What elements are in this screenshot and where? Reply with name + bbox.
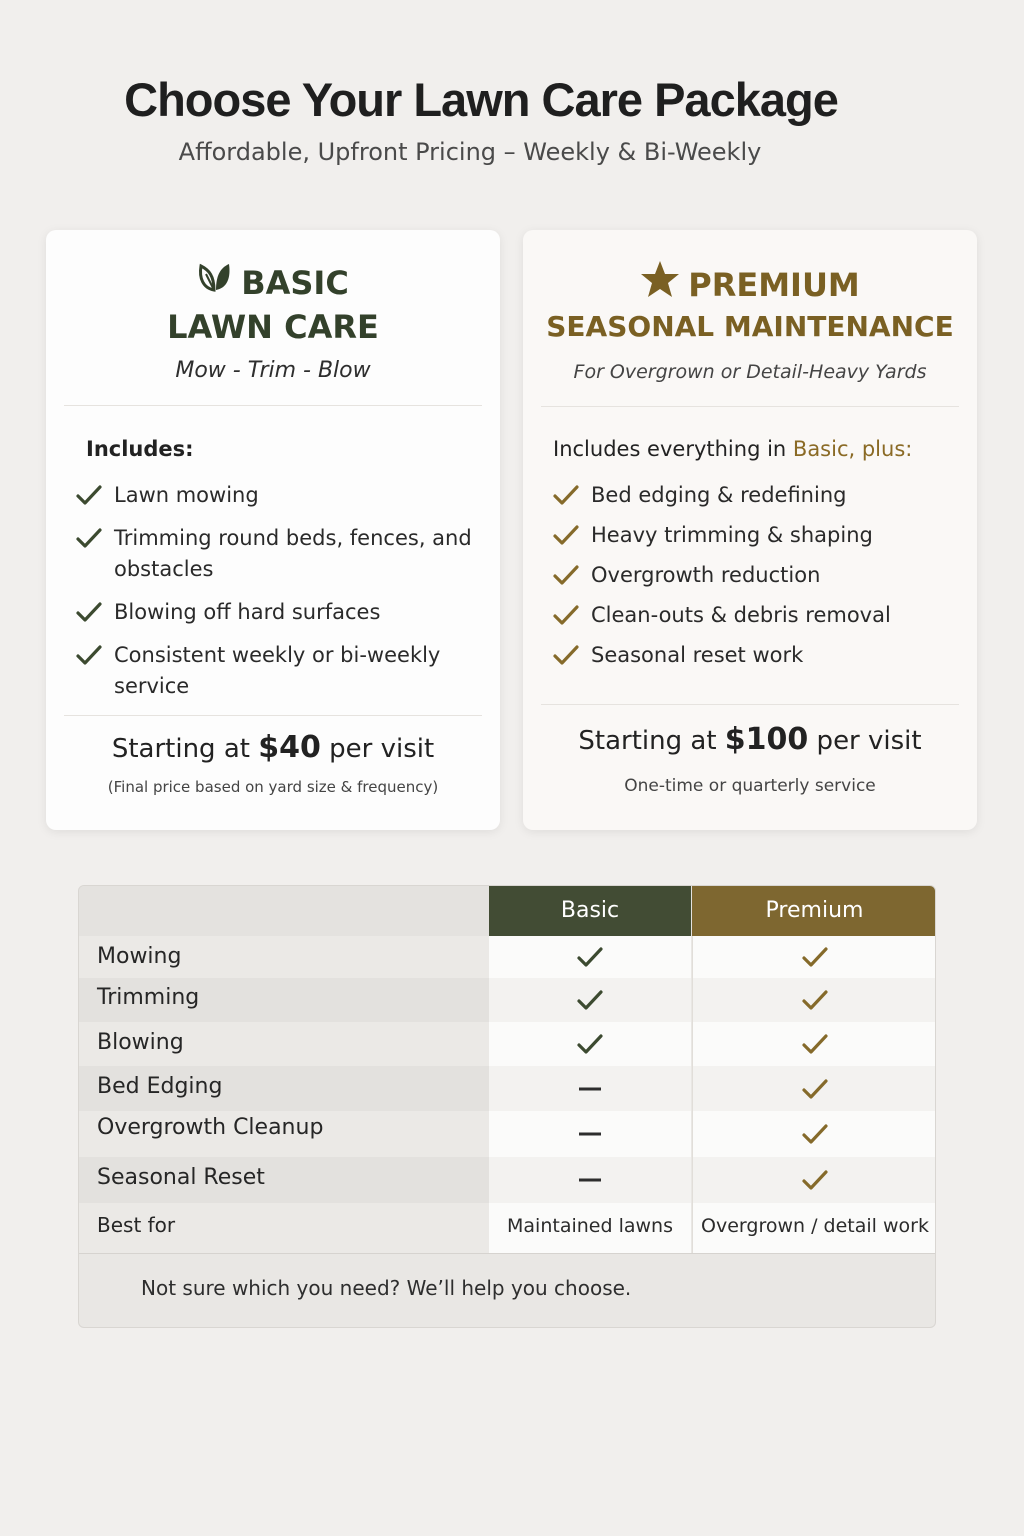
table-row xyxy=(79,1066,935,1111)
basic-cell xyxy=(489,936,691,978)
premium-title-line1: PREMIUM xyxy=(688,266,860,304)
feature-text: Blowing off hard surfaces xyxy=(114,600,381,624)
feature-item xyxy=(553,560,957,591)
basic-title-line1: BASIC xyxy=(241,264,349,302)
feature-item xyxy=(553,480,957,511)
basic-package-card xyxy=(46,230,500,830)
feature-text: Clean-outs & debris removal xyxy=(591,603,891,627)
premium-column-header: Premium xyxy=(692,886,936,936)
feature-item xyxy=(76,523,480,585)
table-row xyxy=(79,936,935,978)
help-text: Not sure which you need? We’ll help you choose. xyxy=(141,1276,632,1300)
basic-cell xyxy=(489,1022,691,1066)
row-label: Seasonal Reset xyxy=(97,1165,265,1190)
leaf-icon xyxy=(197,262,233,300)
divider xyxy=(64,715,482,716)
basic-price: Starting at $40 per visit xyxy=(111,730,435,765)
row-label: Blowing xyxy=(97,1030,184,1055)
comparison-table xyxy=(78,885,936,1328)
dash-icon xyxy=(579,1087,601,1090)
premium-title xyxy=(523,264,977,310)
premium-tagline: For Overgrown or Detail-Heavy Yards xyxy=(573,361,927,383)
page-title: Choose Your Lawn Care Package xyxy=(124,73,838,126)
premium-price: Starting at $100 per visit xyxy=(578,722,922,757)
feature-item xyxy=(76,597,480,628)
premium-package-card xyxy=(523,230,977,830)
row-label: Best for xyxy=(97,1213,176,1237)
basic-cell xyxy=(489,1066,691,1111)
table-row xyxy=(79,978,935,1022)
feature-text: Lawn mowing xyxy=(114,483,259,507)
premium-includes-heading: Includes everything in Basic, plus: xyxy=(553,437,913,461)
feature-item xyxy=(553,520,957,551)
basic-cell xyxy=(489,1111,691,1157)
table-header xyxy=(79,886,935,936)
premium-cell xyxy=(692,978,936,1022)
row-label: Mowing xyxy=(97,944,182,969)
page-subtitle: Affordable, Upfront Pricing – Weekly & Bi-Weekly xyxy=(178,138,762,166)
feature-text: Consistent weekly or bi-weekly service xyxy=(114,643,441,698)
basic-best-for: Maintained lawns xyxy=(507,1215,673,1237)
premium-cell xyxy=(692,1022,936,1066)
basic-includes-heading: Includes: xyxy=(86,437,194,461)
feature-text: Overgrowth reduction xyxy=(591,563,821,587)
row-label: Bed Edging xyxy=(97,1074,223,1099)
feature-text: Bed edging & redefining xyxy=(591,483,847,507)
basic-cell xyxy=(489,1157,691,1203)
premium-cell xyxy=(692,936,936,978)
premium-best-for: Overgrown / detail work xyxy=(701,1215,929,1237)
feature-text: Trimming round beds, fences, and obstacles xyxy=(114,526,472,581)
table-row xyxy=(79,1111,935,1157)
premium-feature-list xyxy=(553,480,957,680)
table-row xyxy=(79,1022,935,1066)
premium-price-note: One-time or quarterly service xyxy=(624,776,876,796)
divider xyxy=(79,1253,935,1254)
basic-price-note: (Final price based on yard size & frequency) xyxy=(107,778,439,796)
best-for-row xyxy=(79,1203,935,1253)
feature-item xyxy=(553,640,957,671)
premium-cell xyxy=(692,1111,936,1157)
divider xyxy=(64,405,482,406)
basic-title-line2: LAWN CARE xyxy=(167,308,379,346)
basic-price-amount: $40 xyxy=(258,730,321,765)
premium-price-amount: $100 xyxy=(724,722,809,757)
row-label: Trimming xyxy=(97,985,200,1010)
basic-tagline: Mow - Trim - Blow xyxy=(175,358,371,383)
row-label: Overgrowth Cleanup xyxy=(97,1115,324,1140)
feature-text: Heavy trimming & shaping xyxy=(591,523,873,547)
feature-text: Seasonal reset work xyxy=(591,643,804,667)
table-row xyxy=(79,1157,935,1203)
premium-cell xyxy=(692,1157,936,1203)
basic-cell xyxy=(489,1203,691,1253)
premium-cell xyxy=(692,1066,936,1111)
feature-item xyxy=(553,600,957,631)
divider xyxy=(541,704,959,705)
feature-item xyxy=(76,480,480,511)
star-icon xyxy=(640,260,680,306)
dash-icon xyxy=(579,1179,601,1182)
basic-title xyxy=(46,264,500,304)
basic-cell xyxy=(489,978,691,1022)
divider xyxy=(541,406,959,407)
basic-feature-list xyxy=(76,480,480,714)
dash-icon xyxy=(579,1133,601,1136)
premium-cell xyxy=(692,1203,936,1253)
premium-title-line2: SEASONAL MAINTENANCE xyxy=(546,310,954,343)
feature-item xyxy=(76,640,480,702)
basic-column-header: Basic xyxy=(489,886,691,936)
